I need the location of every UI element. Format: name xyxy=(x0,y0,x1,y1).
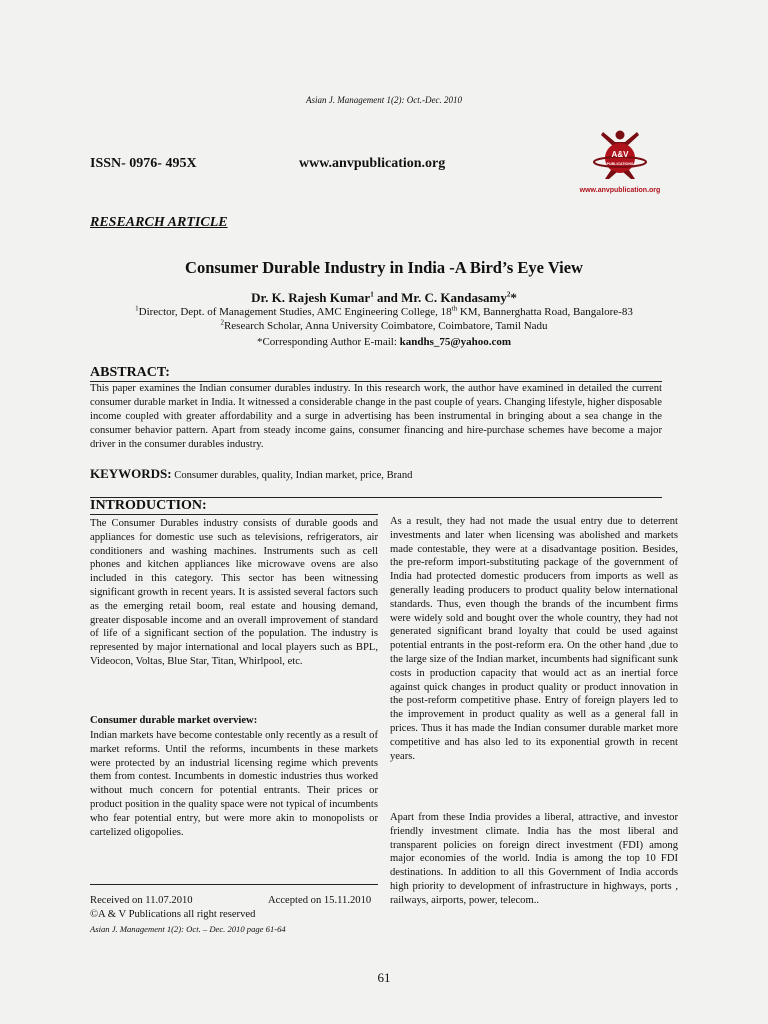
introduction-paragraph-4 xyxy=(390,811,678,908)
paragraph-text: Apart from these India provides a liberal, attractive, and investor friendly investment climate. India has the most liberal and transparent policies on foreign direct investment (FDI) among major economies of the world. India is among the top 10 FDI destinations. In addition to all this Government of India accords high priority to development of infrastructure in highways, ports , railways, airports, power, telecom.. xyxy=(390,812,678,906)
affiliation-1 xyxy=(0,306,768,318)
article-type-label: RESEARCH ARTICLE xyxy=(90,215,228,230)
corresponding-email[interactable]: kandhs_75@yahoo.com xyxy=(399,336,512,348)
logo-figure-icon xyxy=(565,128,675,180)
logo-url: www.anvpublication.org xyxy=(579,187,661,194)
paragraph-text: Indian markets have become contestable only recently as a result of market reforms. Until the reforms, incumbents in these markets were protected by an industrial licensing regime which prevents them from contest. Incumbents in domestic industries thus worked without much concern for potential entrants. Their prices or product position in the quality space were not typical of incumbents who fear potential entry, but were more akin to monopolists or cartelized oligopolies. xyxy=(90,730,378,838)
author-1: Dr. K. Rajesh Kumar xyxy=(251,290,371,305)
abstract-heading: ABSTRACT: xyxy=(90,365,170,380)
author-connector: and xyxy=(373,290,402,305)
logo-text: A&V xyxy=(611,150,629,159)
page-number: 61 xyxy=(377,970,391,985)
copyright-notice: ©A & V Publications all right reserved xyxy=(90,909,256,920)
received-date: Received on 11.07.2010 xyxy=(90,895,193,906)
affiliation-2 xyxy=(0,320,768,332)
introduction-paragraph-3 xyxy=(390,515,678,763)
author-2: Mr. C. Kandasamy xyxy=(401,290,507,305)
introduction-paragraph-1 xyxy=(90,517,378,669)
affiliation-1-ordinal: th xyxy=(451,304,458,313)
journal-citation-header: Asian J. Management 1(2): Oct.-Dec. 2010 xyxy=(306,95,462,105)
introduction-heading: INTRODUCTION: xyxy=(90,498,207,513)
logo-subtext: PUBLICATIONS xyxy=(606,162,634,166)
keywords-text: Consumer durables, quality, Indian market, price, Brand xyxy=(171,470,413,481)
keywords-line xyxy=(90,466,412,482)
footnote-divider xyxy=(90,884,378,885)
paragraph-text: The Consumer Durables industry consists of durable goods and appliances for domestic use such as televisions, refrigerators, air conditioners and washing machines. Instruments such as cell phones and kitchen appliances like microwave ovens are also included in this category. This sector has been witnessing significant growth in recent years. It is assisted several factors such as the emerging retail boom, real estate and housing demand, greater disposable income and an overall improvement of standard of life of a significant section of the population. The industry is represented by major international and local players such as BPL, Videocon, Voltas, Blue Star, Titan, Whirlpool, etc. xyxy=(90,518,378,667)
abstract-text: This paper examines the Indian consumer durables industry. In this research work, the author have examined in detailed the current consumer durable market in India. It witnessed a considerable change in the past couple of years. Changing lifestyle, higher disposable income coupled with greater affordability and a surge in advertising has been instrumental in bringing about a sea change in the consumer behavior pattern. Apart from steady income gains, consumer financing and hire-purchase schemes have become a major driver in the consumer durables industry. xyxy=(90,383,662,450)
corresponding-label: *Corresponding Author E-mail: xyxy=(256,336,400,348)
paragraph-text: As a result, they had not made the usual entry due to deterrent investments and later when licensing was abolished and markets made contestable, they were at a disadvantage position. Besides, the pre-reform import-substituting package of the government of India had protected domestic producers from imports as well as generally leading producers to product quality below international standards. Thus, even though the brands of the incumbent firms were widely sold and bought over the whole country, they had not generated significant brand loyalty that could be used against potential entrants in the post-reform era. On the other hand ,due to the large size of the Indian market, incumbents had significant sunk costs in production capacity that would act as an inertial force against quick changes in product quality or product innovation in the post-reform competitive phase. Entry of foreign players led to the improvement in product quality as well as a general fall in prices. Thus it has made the Indian consumer durable market more competitive and has also led to its exponential growth in recent years. xyxy=(390,516,678,762)
author-2-affil-mark: 2 xyxy=(506,290,511,299)
affiliation-2-mark: 2 xyxy=(220,318,224,327)
affiliation-1-text-end: KM, Bannerghatta Road, Bangalore-83 xyxy=(457,306,633,318)
affiliation-2-text: Research Scholar, Anna University Coimbatore, Coimbatore, Tamil Nadu xyxy=(223,320,548,332)
market-overview-heading: Consumer durable market overview: xyxy=(90,715,258,726)
affiliation-1-text: Director, Dept. of Management Studies, AMC Engineering College, 18 xyxy=(138,306,452,318)
issn-number: ISSN- 0976- 495X xyxy=(90,156,197,171)
corresponding-mark: * xyxy=(510,290,517,305)
introduction-paragraph-2 xyxy=(90,729,378,839)
corresponding-author xyxy=(0,336,768,348)
keywords-heading: KEYWORDS: xyxy=(90,466,172,481)
paper-title: Consumer Durable Industry in India -A Bird’s Eye View xyxy=(185,258,583,277)
affiliation-1-mark: 1 xyxy=(135,304,139,313)
accepted-date: Accepted on 15.11.2010 xyxy=(268,895,372,906)
page-citation: Asian J. Management 1(2): Oct. – Dec. 2010 page 61-64 xyxy=(90,924,286,934)
author-1-affil-mark: 1 xyxy=(370,290,374,299)
publisher-logo xyxy=(565,128,675,192)
introduction-divider xyxy=(90,514,378,515)
author-list xyxy=(0,290,768,306)
publisher-website: www.anvpublication.org xyxy=(299,156,446,171)
